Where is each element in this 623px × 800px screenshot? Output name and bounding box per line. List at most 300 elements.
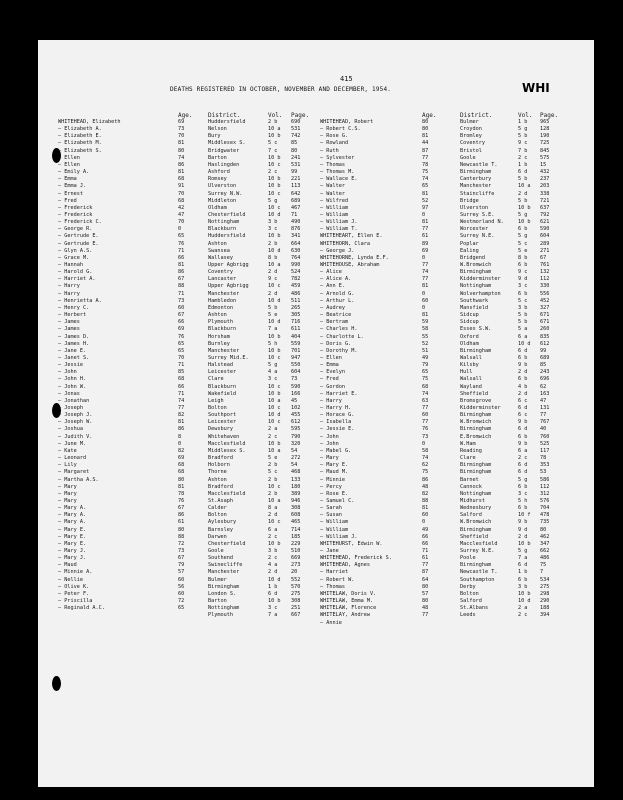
entry-vol: 10 c [268,519,281,526]
entry-vol: 2 c [518,612,528,619]
entry-name: — Mary A. [58,505,87,512]
entry-vol: 2 b [268,476,278,483]
entry-vol: 6 d [518,169,528,176]
entry-vol: 5 c [268,469,278,476]
entry-page: 102 [291,405,301,411]
entry-name: — Harry [58,290,80,297]
entry-page: 725 [540,140,550,147]
entry-district: Nottingham [460,283,492,290]
entry-age: 71 [178,390,185,397]
entry-vol: 5 g [268,362,278,369]
entry-vol: 3 c [518,283,528,290]
entry-district: Barnet [460,476,479,483]
entry-page: 662 [540,548,550,554]
entry-vol: 2 b [268,119,278,125]
entry-age: 68 [178,197,185,204]
entry-name: — Harry [58,283,80,290]
entry-name: — Emma [58,176,77,183]
entry-name: — Mary A. [58,519,87,526]
entry-page: 630 [291,247,301,254]
entry-name: — Emma J. [58,183,87,190]
entry-page: 251 [291,605,301,612]
entry-district: Darwen [208,533,227,540]
entry-district: London S. [208,590,237,597]
entry-district: Manchester [208,290,240,297]
entry-name: — Lily [58,462,77,469]
entry-name: — Minnie [320,476,345,483]
entry-name: WHITEHEART, Ellen E. [320,233,383,240]
entry-name: — Elizabeth E. [58,133,102,140]
entry-page: 782 [291,276,301,283]
entry-page: 637 [540,204,550,211]
column-heading-district: District. [460,112,493,119]
entry-district: Clare [460,455,476,462]
entry-page: 62 [540,383,547,390]
entry-age: 72 [178,598,185,605]
entry-name: — William [320,526,349,533]
entry-vol: 2 d [518,190,528,197]
entry-name: — Kate [58,447,77,454]
column-heading-vol: Vol. [268,112,283,119]
entry-district: W.Bromwich [460,419,492,426]
entry-name: — John [320,440,339,447]
entry-page: 54 [291,462,298,469]
entry-age: 66 [422,533,429,540]
entry-vol: 9 c [518,140,528,147]
entry-page: 298 [540,590,550,597]
entry-age: 75 [422,169,429,176]
entry-name: — Ann E. [320,283,345,290]
entry-name: — Doris G. [320,340,352,347]
entry-vol: 6 b [518,262,528,268]
entry-district: Bridgwater [208,147,240,154]
entry-age: 69 [178,455,185,462]
entry-district: Middleton [208,197,237,204]
entry-page: 486 [291,290,301,297]
entry-page: 229 [291,540,301,547]
entry-district: Huddersfield [208,233,246,240]
entry-district: Southwark [460,297,489,304]
entry-page: 80 [291,147,298,154]
entry-page: 716 [291,319,301,326]
entry-name: — June M. [58,440,87,447]
entry-age: 70 [178,133,185,140]
entry-vol: 5 g [518,548,528,554]
entry-age: 65 [422,369,429,376]
entry-age: 60 [178,590,185,597]
entry-vol: 10 a [268,126,281,133]
entry-age: 61 [178,519,185,526]
entry-district: Sheffield [460,533,489,540]
entry-age: 81 [178,140,185,147]
entry-name: — Thomas M. [320,169,355,176]
column-heading-vol: Vol. [518,112,533,119]
entry-district: Barton [208,598,227,605]
entry-vol: 2 d [268,512,278,519]
entry-age: 80 [178,476,185,483]
entry-name: — Walter [320,183,345,190]
entry-page: 73 [291,376,298,383]
entry-age: 77 [422,262,429,268]
entry-district: Newcastle T. [460,569,498,576]
entry-vol: 3 c [268,226,278,233]
entry-age: 52 [422,340,429,347]
entry-district: Canterbury [460,176,492,183]
entry-age: 77 [422,276,429,283]
entry-vol: 10 b [268,333,281,340]
entry-page: 132 [540,269,550,276]
entry-page: 185 [291,533,301,540]
entry-age: 79 [422,362,429,369]
entry-district: Blackburn [208,326,237,333]
entry-page: 761 [540,262,550,268]
entry-district: St.Asaph [208,497,233,504]
page-title: DEATHS REGISTERED IN OCTOBER, NOVEMBER AND DECEMBER, 1954. [170,86,392,93]
entry-page: 721 [540,197,550,204]
entry-page: 671 [540,312,550,319]
entry-district: Wolverhampton [460,290,501,297]
entry-name: WHITEHEAD, Frederick S. [320,555,392,562]
entry-page: 701 [291,347,301,354]
entry-name: — Henrietta A. [58,297,102,304]
entry-vol: 9 b [518,362,528,369]
entry-age: 58 [422,447,429,454]
entry-district: W.Ham [460,440,476,447]
entry-vol: 1 b [518,161,528,168]
entry-vol: 6 c [518,397,528,404]
entry-page: 260 [540,326,550,333]
entry-vol: 2 c [268,555,278,562]
entry-page: 490 [291,219,301,226]
entry-name: — George J. [320,247,355,254]
entry-page: 353 [540,462,550,469]
entry-age: 76 [178,240,185,247]
entry-district: Bridge [460,197,479,204]
entry-name: — Beatrice [320,312,352,319]
entry-page: 275 [540,583,550,590]
entry-district: Coventry [208,269,233,276]
entry-name: — Jane E. [58,347,87,354]
entry-page: 7 [540,569,544,576]
entry-district: Coventry [460,140,485,147]
entry-district: Aylesbury [208,519,237,526]
entry-page: 452 [540,297,550,304]
entry-age: 71 [422,548,429,554]
entry-name: — Joseph [58,405,83,411]
entry-name: — Bertram [320,319,349,326]
entry-age: 58 [422,326,429,333]
entry-page: 45 [291,397,298,404]
entry-age: 65 [178,347,185,354]
entry-district: Upper Agbrigg [208,262,249,268]
entry-district: Birmingham [460,526,492,533]
entry-district: Wakefield [208,390,237,397]
entry-page: 404 [291,333,301,340]
entry-age: 97 [422,204,429,211]
entry-district: Leeds [460,612,476,619]
entry-page: 67 [540,254,547,261]
entry-name: WHITEHEAD, Agnes [320,562,370,569]
entry-vol: 2 d [518,533,528,540]
entry-vol: 10 b [518,204,531,211]
entry-district: Poole [460,555,476,562]
entry-vol: 10 d [268,412,281,419]
entry-name: — Gertrude E. [58,233,99,240]
entry-vol: 6 b [518,226,528,233]
entry-district: Surrey N.W. [208,190,243,197]
entry-name: — William T. [320,226,358,233]
entry-vol: 9 c [518,269,528,276]
entry-page: 486 [540,555,550,562]
entry-district: Romsey [208,176,227,183]
entry-age: 74 [422,390,429,397]
entry-age: 80 [422,119,429,125]
entry-vol: 10 c [268,354,281,361]
entry-age: 66 [178,254,185,261]
entry-district: Swinecliffe [208,562,243,569]
entry-name: — Fred [320,376,339,383]
entry-vol: 7 a [518,555,528,562]
entry-age: 66 [422,540,429,547]
entry-district: Goole [460,154,476,161]
entry-name: — Herbert [58,312,87,319]
entry-district: Walsall [460,376,482,383]
entry-page: 467 [291,204,301,211]
entry-vol: 4 a [268,369,278,376]
entry-age: 87 [422,569,429,576]
entry-page: 947 [291,354,301,361]
column-heading-age: Age. [422,112,437,119]
entry-vol: 5 b [268,304,278,311]
entry-vol: 10 b [268,598,281,605]
entry-age: 65 [178,605,185,612]
entry-district: Ashton [208,312,227,319]
entry-name: — Ruth [320,147,339,154]
entry-age: 82 [178,447,185,454]
entry-district: Southend [208,555,233,562]
entry-page: 47 [540,397,547,404]
entry-age: 0 [422,440,426,447]
entry-name: WHITELAY, Andrew [320,612,370,619]
entry-district: Surrey S.E. [460,211,495,218]
entry-page: 163 [540,390,550,397]
entry-vol: 5 g [518,476,528,483]
entry-district: Nottingham [208,219,240,226]
entry-vol: 5 g [268,197,278,204]
entry-page: 272 [291,455,301,462]
entry-district: Bristol [460,147,482,154]
entry-name: — Gertrude E. [58,240,99,247]
entry-district: Mansfield [460,304,489,311]
entry-vol: 2 a [268,426,278,433]
entry-age: 78 [178,490,185,497]
entry-age: 86 [178,161,185,168]
entry-page: 590 [291,383,301,390]
entry-district: Essex S.W. [460,326,492,333]
entry-page: 595 [291,426,301,433]
entry-page: 550 [291,362,301,369]
entry-district: Macclesfield [460,540,498,547]
entry-age: 71 [178,290,185,297]
entry-page: 767 [540,419,550,426]
entry-name: — Joseph W. [58,419,93,426]
entry-page: 330 [540,283,550,290]
entry-vol: 5 g [518,211,528,218]
entry-name: — James H. [58,340,90,347]
entry-name: — Thomas [320,583,345,590]
entry-vol: 5 c [268,140,278,147]
entry-page: 664 [291,240,301,247]
entry-page: 341 [291,233,301,240]
entry-vol: 10 b [268,390,281,397]
entry-district: Hull [460,369,473,376]
entry-district: Birmingham [460,347,492,354]
entry-page: 308 [291,505,301,512]
entry-name: — Robert W. [320,576,355,583]
entry-age: 66 [178,383,185,390]
entry-vol: 2 d [518,369,528,376]
entry-name: — James [58,326,80,333]
entry-age: 81 [178,483,185,490]
entry-name: — Ellen [320,354,342,361]
entry-page: 946 [291,497,301,504]
entry-district: Bury [208,133,221,140]
entry-district: Wayland [460,383,482,390]
entry-age: 81 [422,219,429,226]
entry-vol: 10 b [518,590,531,597]
entry-age: 57 [422,590,429,597]
entry-vol: 10 d [268,211,281,218]
entry-page: 525 [540,440,550,447]
entry-name: — William J. [320,219,358,226]
entry-name: — Harriet [320,569,349,576]
entry-name: — Frederick C. [58,219,102,226]
entry-page: 876 [291,226,301,233]
entry-page: 612 [291,419,301,426]
entry-age: 70 [178,190,185,197]
entry-name: — James [58,319,80,326]
entry-page: 80 [540,526,547,533]
entry-name: — Grace M. [58,254,90,261]
entry-district: Blackburn [208,383,237,390]
entry-age: 55 [422,333,429,340]
entry-page: 608 [291,512,301,519]
entry-district: Edmonton [208,304,233,311]
entry-district: Southport [208,412,237,419]
entry-district: Goole [208,548,224,554]
entry-district: Birmingham [460,462,492,469]
entry-page: 524 [291,269,301,276]
entry-name: — Judith V. [58,433,93,440]
entry-age: 81 [422,133,429,140]
entry-age: 60 [422,412,429,419]
entry-vol: 5 e [268,312,278,319]
entry-district: Birmingham [208,583,240,590]
entry-age: 8 [178,433,182,440]
entry-page: 835 [540,333,550,340]
entry-page: 203 [540,183,550,190]
entry-district: Middlesex S. [208,140,246,147]
entry-page: 669 [291,555,301,562]
entry-vol: 10 a [518,183,531,190]
entry-name: WHITEHEAD, Elizabeth [58,119,121,125]
entry-district: Wallasey [208,254,233,261]
entry-page: 327 [540,304,550,311]
entry-age: 48 [422,605,429,612]
entry-name: — Frederick [58,211,93,218]
entry-name: — Joshua [58,426,83,433]
entry-age: 85 [178,369,185,376]
entry-age: 76 [422,426,429,433]
entry-vol: 10 c [268,283,281,290]
entry-district: Burnley [208,340,230,347]
entry-vol: 9 b [518,440,528,447]
entry-page: 85 [291,140,298,147]
entry-page: 432 [540,169,550,176]
entry-page: 243 [540,369,550,376]
entry-age: 81 [178,262,185,268]
entry-page: 612 [540,340,550,347]
entry-age: 82 [422,490,429,497]
entry-district: Oldham [460,340,479,347]
entry-page: 510 [291,548,301,554]
entry-name: — Mary E. [58,526,87,533]
entry-page: 305 [291,312,301,319]
entry-vol: 10 b [268,133,281,140]
entry-district: Chesterfield [208,540,246,547]
entry-age: 69 [178,119,185,125]
entry-district: Salford [460,598,482,605]
entry-age: 60 [422,297,429,304]
entry-page: 689 [540,354,550,361]
entry-district: Bradford [208,455,233,462]
entry-vol: 2 d [268,569,278,576]
entry-page: 112 [540,276,550,283]
entry-page: 180 [291,483,301,490]
entry-vol: 5 g [518,126,528,133]
entry-page: 559 [291,340,301,347]
entry-name: — Arthur L. [320,297,355,304]
entry-district: Surrey Mid.E. [208,354,249,361]
entry-name: — Emily A. [58,169,90,176]
entry-age: 0 [178,440,182,447]
entry-age: 81 [422,505,429,512]
entry-name: — Harold G. [58,269,93,276]
entry-page: 621 [540,219,550,226]
entry-page: 40 [540,426,547,433]
entry-vol: 2 d [268,290,278,297]
entry-page: 113 [291,183,301,190]
entry-vol: 9 c [268,276,278,283]
entry-age: 68 [422,383,429,390]
entry-age: 86 [178,426,185,433]
entry-page: 237 [540,176,550,183]
entry-name: — Reginald A.C. [58,605,105,612]
entry-name: — Isabella [320,419,352,426]
entry-name: — Mabel G. [320,447,352,454]
entry-age: 82 [178,412,185,419]
entry-vol: 10 c [268,405,281,411]
entry-age: 0 [422,254,426,261]
entry-name: WHITELAW, Emma M. [320,598,374,605]
entry-vol: 8 a [268,505,278,512]
entry-page: 54 [291,447,298,454]
entry-age: 67 [178,312,185,319]
entry-district: Walsall [460,354,482,361]
entry-name: — Audrey [320,304,345,311]
entry-vol: 1 b [268,583,278,590]
entry-vol: 2 d [518,390,528,397]
